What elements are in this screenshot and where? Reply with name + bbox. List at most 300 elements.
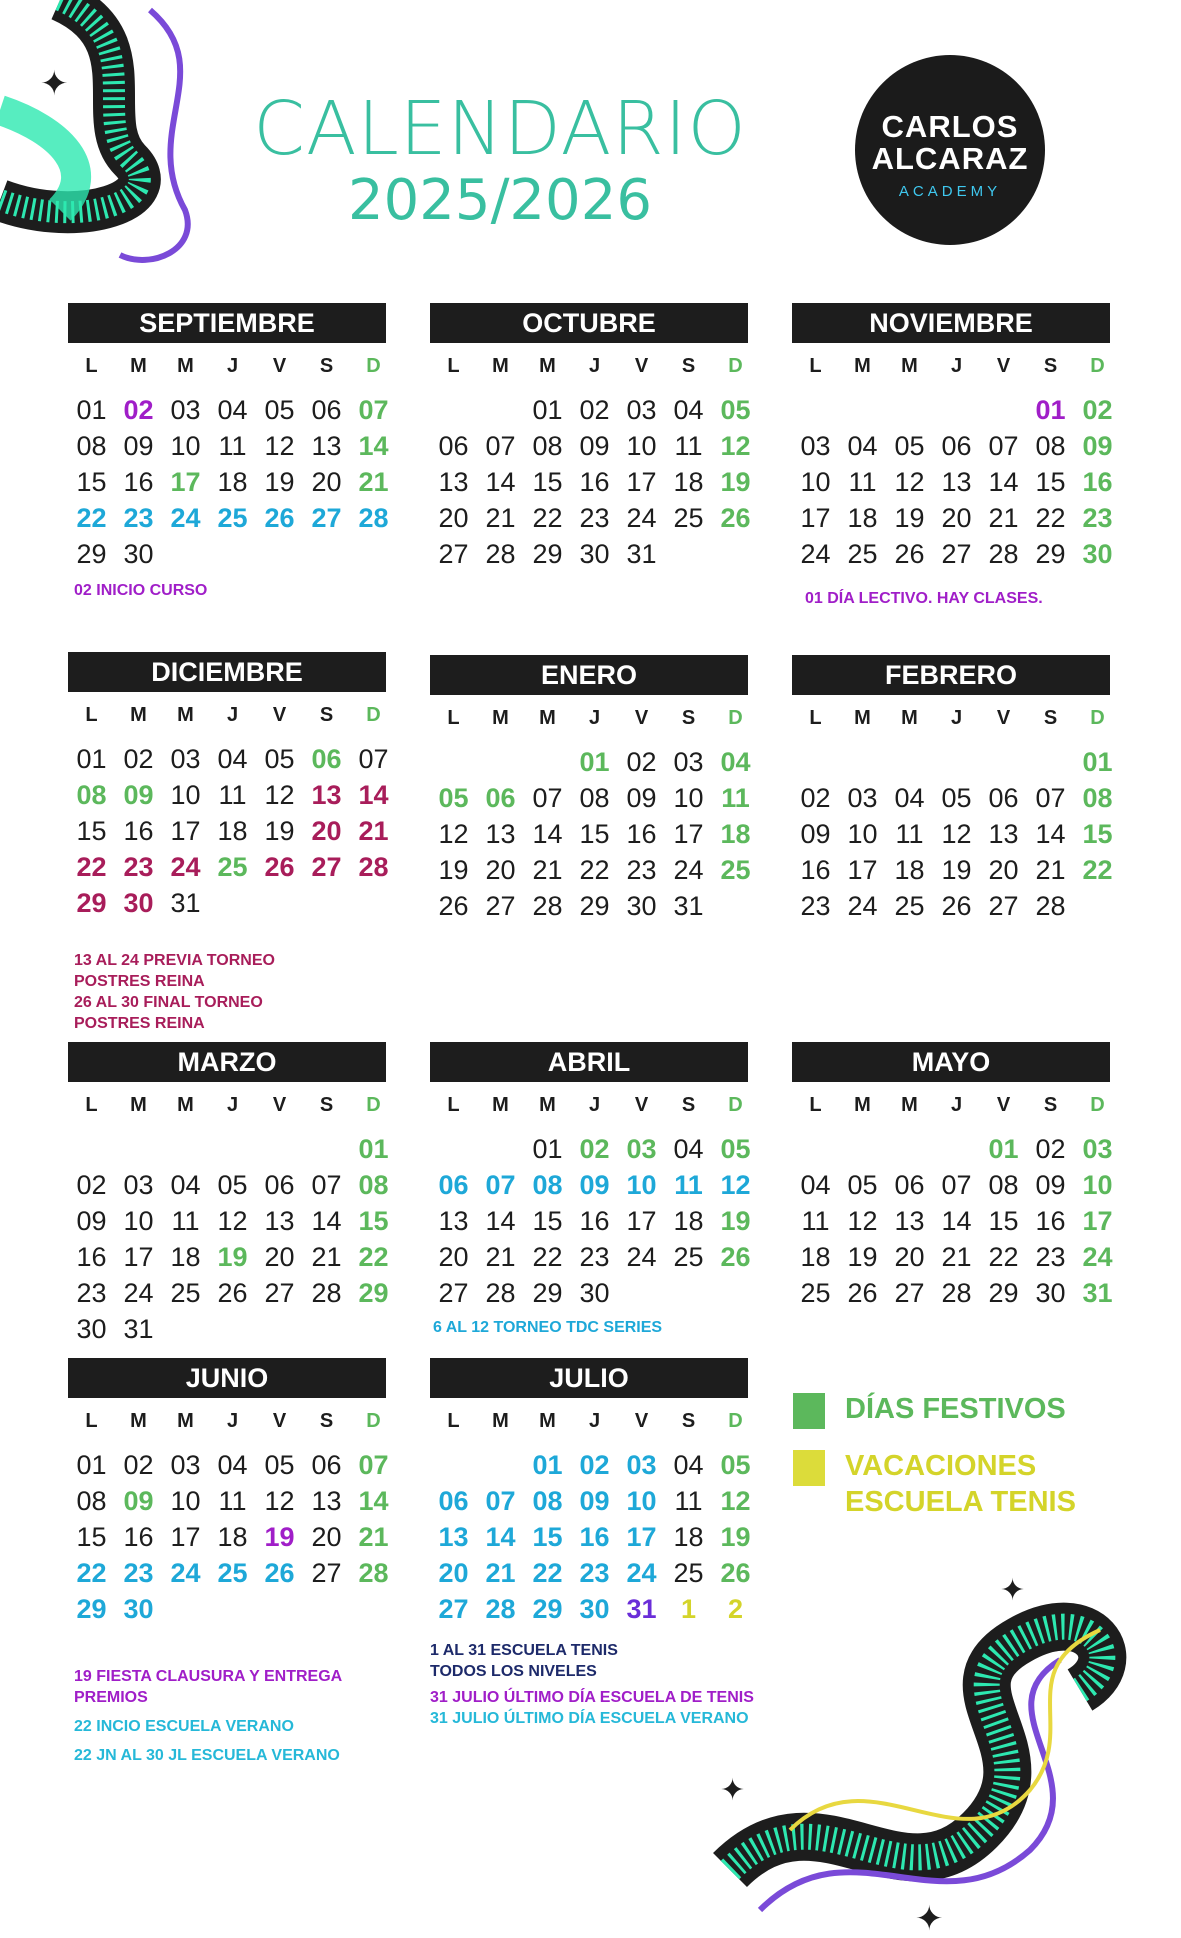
- day-cell: 02: [76, 1170, 107, 1200]
- weekday-row: [430, 707, 748, 730]
- day-cell: 05: [264, 395, 295, 425]
- weekday-label: D: [366, 704, 381, 726]
- day-cell: 29: [579, 891, 610, 921]
- day-cell: 15: [76, 816, 107, 846]
- day-grid: [68, 1447, 389, 1627]
- day-cell: 20: [941, 503, 972, 533]
- day-cell: 10: [626, 1170, 657, 1200]
- day-cell: 26: [264, 503, 295, 533]
- day-cell: 10: [170, 780, 201, 810]
- weekday-label: J: [588, 1094, 601, 1116]
- month-mayo: [792, 1042, 1113, 1311]
- day-cell: 05: [720, 1134, 751, 1164]
- day-cell: 23: [123, 503, 154, 533]
- day-cell: 20: [311, 467, 342, 497]
- day-cell: 16: [579, 1522, 610, 1552]
- day-cell: 28: [485, 539, 516, 569]
- weekday-label: M: [130, 1094, 147, 1116]
- day-cell: 04: [800, 1170, 831, 1200]
- day-cell: 25: [217, 852, 248, 882]
- day-cell: 03: [800, 431, 831, 461]
- weekday-label: V: [272, 1094, 287, 1116]
- day-cell: 01: [76, 1450, 107, 1480]
- day-grid: [792, 744, 1113, 924]
- day-cell: 05: [847, 1170, 878, 1200]
- day-cell: 09: [800, 819, 831, 849]
- day-cell: 16: [626, 819, 657, 849]
- day-cell: 07: [358, 395, 389, 425]
- day-cell: 13: [438, 1522, 469, 1552]
- day-cell: 17: [673, 819, 704, 849]
- day-cell: 09: [1082, 431, 1113, 461]
- day-grid: [430, 1131, 751, 1311]
- legend-festivos-swatch: [793, 1393, 825, 1429]
- empty-cell: [792, 392, 839, 428]
- day-cell: 26: [941, 891, 972, 921]
- day-cell: 04: [673, 1450, 704, 1480]
- day-cell: 17: [626, 1206, 657, 1236]
- day-cell: 24: [673, 855, 704, 885]
- month-header: DICIEMBRE: [68, 652, 386, 692]
- day-cell: 09: [1035, 1170, 1066, 1200]
- day-cell: 12: [217, 1206, 248, 1236]
- day-cell: 03: [170, 395, 201, 425]
- day-cell: 21: [485, 1558, 516, 1588]
- day-cell: 03: [170, 1450, 201, 1480]
- day-cell: 06: [894, 1170, 925, 1200]
- day-cell: 11: [218, 1486, 247, 1516]
- day-cell: 27: [894, 1278, 925, 1308]
- day-cell: 26: [438, 891, 469, 921]
- day-cell: 09: [579, 1486, 610, 1516]
- day-cell: 29: [532, 539, 563, 569]
- weekday-label: V: [272, 355, 287, 377]
- day-cell: 01: [1035, 395, 1066, 425]
- day-cell: 02: [626, 747, 657, 777]
- day-cell: 14: [988, 467, 1019, 497]
- weekday-label: M: [177, 1094, 194, 1116]
- day-cell: 25: [217, 503, 248, 533]
- day-cell: 11: [171, 1206, 200, 1236]
- day-cell: 29: [76, 539, 107, 569]
- day-cell: 31: [626, 539, 657, 569]
- day-cell: 10: [1082, 1170, 1113, 1200]
- day-cell: 28: [311, 1278, 342, 1308]
- weekday-label: D: [366, 1410, 381, 1432]
- weekday-label: M: [539, 707, 556, 729]
- empty-cell: [477, 392, 524, 428]
- day-cell: 20: [438, 503, 469, 533]
- note-julio: [430, 1640, 754, 1729]
- day-cell: 16: [123, 467, 154, 497]
- day-cell: 15: [988, 1206, 1019, 1236]
- day-cell: 30: [123, 1594, 154, 1624]
- day-cell: 22: [579, 855, 610, 885]
- day-cell: 09: [123, 431, 154, 461]
- weekday-label: S: [319, 1410, 334, 1432]
- weekday-label: M: [901, 1094, 918, 1116]
- day-cell: 15: [76, 467, 107, 497]
- day-cell: 16: [123, 1522, 154, 1552]
- day-cell: 09: [579, 431, 610, 461]
- empty-cell: [477, 744, 524, 780]
- day-cell: 12: [720, 1170, 751, 1200]
- day-cell: 07: [485, 1486, 516, 1516]
- month-febrero: [792, 655, 1113, 924]
- day-cell: 03: [170, 744, 201, 774]
- day-cell: 01: [532, 395, 563, 425]
- day-cell: 25: [170, 1278, 201, 1308]
- day-cell: 21: [485, 503, 516, 533]
- day-cell: 06: [438, 1170, 469, 1200]
- weekday-label: M: [130, 1410, 147, 1432]
- day-cell: 01: [76, 395, 107, 425]
- day-cell: 18: [673, 1206, 704, 1236]
- weekday-label: V: [634, 1410, 649, 1432]
- day-cell: 15: [532, 467, 563, 497]
- day-cell: 10: [800, 467, 831, 497]
- day-cell: 29: [532, 1278, 563, 1308]
- day-cell: 06: [311, 1450, 342, 1480]
- day-cell: 27: [311, 852, 342, 882]
- day-cell: 14: [485, 1522, 516, 1552]
- weekday-label: L: [447, 1094, 460, 1116]
- day-cell: 25: [673, 503, 704, 533]
- note-line: 13 AL 24 PREVIA TORNEO: [74, 952, 275, 969]
- weekday-label: D: [728, 355, 743, 377]
- weekday-label: M: [492, 707, 509, 729]
- day-cell: 17: [847, 855, 878, 885]
- empty-cell: [792, 744, 839, 780]
- empty-cell: [430, 1131, 477, 1167]
- weekday-label: J: [588, 1410, 601, 1432]
- empty-cell: [886, 744, 933, 780]
- day-cell: 15: [76, 1522, 107, 1552]
- weekday-label: S: [319, 355, 334, 377]
- day-cell: 26: [720, 1558, 751, 1588]
- day-cell: 18: [847, 503, 878, 533]
- day-cell: 18: [673, 467, 704, 497]
- day-cell: 19: [941, 855, 972, 885]
- empty-cell: [162, 1131, 209, 1167]
- day-cell: 24: [170, 503, 201, 533]
- day-cell: 21: [358, 467, 389, 497]
- legend-festivos-label: DÍAS FESTIVOS: [845, 1393, 1066, 1425]
- day-cell: 02: [1082, 395, 1113, 425]
- weekday-label: J: [588, 707, 601, 729]
- empty-cell: [933, 1131, 980, 1167]
- month-junio: [68, 1358, 389, 1627]
- day-cell: 08: [358, 1170, 389, 1200]
- day-cell: 17: [626, 1522, 657, 1552]
- day-cell: 06: [485, 783, 516, 813]
- day-cell: 23: [579, 503, 610, 533]
- day-cell: 23: [1082, 503, 1113, 533]
- day-cell: 28: [1035, 891, 1066, 921]
- empty-cell: [430, 392, 477, 428]
- day-cell: 12: [720, 1486, 751, 1516]
- month-julio: [430, 1358, 751, 1627]
- day-cell: 10: [673, 783, 704, 813]
- day-cell: 27: [941, 539, 972, 569]
- weekday-label: M: [492, 355, 509, 377]
- day-cell: 06: [311, 744, 342, 774]
- day-cell: 25: [894, 891, 925, 921]
- day-cell: 26: [264, 852, 295, 882]
- day-cell: 08: [532, 1486, 563, 1516]
- note-line: POSTRES REINA: [74, 973, 205, 990]
- weekday-label: J: [588, 355, 601, 377]
- day-grid: [68, 741, 389, 921]
- day-cell: 15: [358, 1206, 389, 1236]
- day-cell: 11: [218, 780, 247, 810]
- weekday-label: S: [319, 704, 334, 726]
- day-cell: 28: [358, 1558, 389, 1588]
- day-cell: 19: [264, 816, 295, 846]
- day-cell: 27: [438, 1278, 469, 1308]
- day-cell: 22: [532, 1558, 563, 1588]
- day-cell: 10: [626, 1486, 657, 1516]
- empty-cell: [430, 744, 477, 780]
- weekday-label: L: [85, 704, 98, 726]
- weekday-label: V: [996, 355, 1011, 377]
- title-years: 2025/2026: [348, 168, 652, 233]
- weekday-label: M: [901, 707, 918, 729]
- day-cell: 23: [123, 1558, 154, 1588]
- day-cell: 10: [170, 1486, 201, 1516]
- day-cell: 04: [673, 395, 704, 425]
- legend-vacaciones-swatch: [793, 1450, 825, 1486]
- day-cell: 19: [217, 1242, 248, 1272]
- day-cell: 25: [800, 1278, 831, 1308]
- day-cell: 24: [847, 891, 878, 921]
- day-cell: 15: [1082, 819, 1113, 849]
- day-cell: 1: [680, 1594, 697, 1624]
- weekday-label: L: [447, 355, 460, 377]
- day-grid: [792, 1131, 1113, 1311]
- day-cell: 13: [311, 431, 342, 461]
- weekday-label: V: [634, 1094, 649, 1116]
- month-marzo: [68, 1042, 389, 1347]
- day-cell: 11: [895, 819, 924, 849]
- day-cell: 19: [438, 855, 469, 885]
- day-cell: 16: [1082, 467, 1113, 497]
- day-cell: 15: [1035, 467, 1066, 497]
- day-cell: 28: [358, 503, 389, 533]
- weekday-label: S: [1043, 707, 1058, 729]
- month-header: SEPTIEMBRE: [68, 303, 386, 343]
- note-line: 31 JULIO ÚLTIMO DÍA ESCUELA DE TENIS: [430, 1689, 754, 1706]
- weekday-label: L: [85, 1410, 98, 1432]
- weekday-row: [792, 707, 1110, 730]
- day-cell: 04: [217, 395, 248, 425]
- empty-cell: [886, 392, 933, 428]
- day-cell: 26: [720, 1242, 751, 1272]
- day-cell: 07: [532, 783, 563, 813]
- month-header: NOVIEMBRE: [792, 303, 1110, 343]
- day-cell: 06: [264, 1170, 295, 1200]
- day-cell: 23: [579, 1558, 610, 1588]
- day-cell: 24: [800, 539, 831, 569]
- month-header: OCTUBRE: [430, 303, 748, 343]
- month-header: FEBRERO: [792, 655, 1110, 695]
- weekday-label: M: [539, 1094, 556, 1116]
- empty-cell: [1027, 744, 1074, 780]
- day-cell: 21: [941, 1242, 972, 1272]
- day-cell: 20: [311, 1522, 342, 1552]
- weekday-row: [68, 1410, 386, 1433]
- day-cell: 20: [438, 1242, 469, 1272]
- day-cell: 27: [311, 503, 342, 533]
- day-cell: 26: [847, 1278, 878, 1308]
- day-cell: 04: [673, 1134, 704, 1164]
- day-cell: 24: [626, 503, 657, 533]
- day-cell: 10: [847, 819, 878, 849]
- day-cell: 07: [988, 431, 1019, 461]
- day-cell: 08: [579, 783, 610, 813]
- day-cell: 16: [1035, 1206, 1066, 1236]
- weekday-row: [430, 355, 748, 378]
- day-cell: 08: [76, 780, 107, 810]
- empty-cell: [839, 744, 886, 780]
- weekday-label: S: [1043, 1094, 1058, 1116]
- day-cell: 18: [217, 1522, 248, 1552]
- note-line: 19 FIESTA CLAUSURA Y ENTREGA: [74, 1668, 343, 1685]
- month-header: ABRIL: [430, 1042, 748, 1082]
- day-cell: 21: [485, 1242, 516, 1272]
- day-cell: 04: [170, 1170, 201, 1200]
- day-cell: 26: [894, 539, 925, 569]
- day-cell: 2: [727, 1594, 744, 1624]
- empty-cell: [792, 1131, 839, 1167]
- month-septiembre: [68, 303, 389, 572]
- weekday-label: S: [1043, 355, 1058, 377]
- weekday-label: D: [728, 707, 743, 729]
- logo-line-3: ACADEMY: [898, 183, 1002, 200]
- weekday-label: D: [1090, 707, 1105, 729]
- weekday-label: M: [177, 1410, 194, 1432]
- weekday-label: J: [226, 704, 239, 726]
- day-cell: 09: [123, 780, 154, 810]
- day-cell: 08: [532, 1170, 563, 1200]
- weekday-label: V: [634, 355, 649, 377]
- logo-line-1: CARLOS: [881, 109, 1019, 144]
- day-cell: 14: [485, 1206, 516, 1236]
- day-cell: 22: [1082, 855, 1113, 885]
- day-cell: 30: [579, 1594, 610, 1624]
- day-cell: 29: [532, 1594, 563, 1624]
- note-septiembre: 02 INICIO CURSO: [74, 582, 208, 599]
- note-line: 22 INCIO ESCUELA VERANO: [74, 1718, 294, 1735]
- day-cell: 27: [438, 1594, 469, 1624]
- weekday-label: M: [854, 707, 871, 729]
- legend-line: VACACIONES: [845, 1450, 1037, 1482]
- day-cell: 27: [264, 1278, 295, 1308]
- day-cell: 02: [123, 744, 154, 774]
- weekday-label: M: [177, 355, 194, 377]
- weekday-label: V: [272, 704, 287, 726]
- day-cell: 24: [626, 1242, 657, 1272]
- day-cell: 19: [720, 1206, 751, 1236]
- day-cell: 21: [311, 1242, 342, 1272]
- weekday-label: L: [809, 355, 822, 377]
- day-cell: 11: [218, 431, 247, 461]
- day-cell: 23: [76, 1278, 107, 1308]
- day-cell: 02: [579, 1134, 610, 1164]
- day-cell: 12: [847, 1206, 878, 1236]
- day-cell: 07: [485, 1170, 516, 1200]
- day-cell: 30: [1082, 539, 1113, 569]
- note-line: 22 JN AL 30 JL ESCUELA VERANO: [74, 1747, 340, 1764]
- day-cell: 05: [894, 431, 925, 461]
- day-cell: 11: [674, 1170, 703, 1200]
- day-cell: 01: [76, 744, 107, 774]
- empty-cell: [303, 1131, 350, 1167]
- day-cell: 17: [170, 816, 201, 846]
- day-cell: 14: [485, 467, 516, 497]
- day-cell: 15: [532, 1206, 563, 1236]
- month-header: ENERO: [430, 655, 748, 695]
- day-cell: 18: [217, 816, 248, 846]
- month-header: JUNIO: [68, 1358, 386, 1398]
- weekday-label: M: [492, 1410, 509, 1432]
- day-cell: 11: [848, 467, 877, 497]
- empty-cell: [980, 392, 1027, 428]
- day-cell: 28: [941, 1278, 972, 1308]
- day-cell: 22: [76, 1558, 107, 1588]
- day-cell: 20: [438, 1558, 469, 1588]
- day-cell: 07: [358, 1450, 389, 1480]
- day-cell: 25: [720, 855, 751, 885]
- day-cell: 19: [264, 1522, 295, 1552]
- day-grid: [792, 392, 1113, 572]
- day-cell: 23: [579, 1242, 610, 1272]
- day-cell: 16: [579, 467, 610, 497]
- day-cell: 21: [1035, 855, 1066, 885]
- weekday-label: J: [950, 355, 963, 377]
- svg-text:✦: ✦: [1000, 1573, 1026, 1608]
- note-junio: [74, 1666, 342, 1766]
- day-cell: 23: [626, 855, 657, 885]
- empty-cell: [115, 1131, 162, 1167]
- day-cell: 11: [801, 1206, 830, 1236]
- weekday-label: M: [130, 355, 147, 377]
- decorative-swirl-bottom-right: [700, 1530, 1181, 1938]
- day-cell: 20: [894, 1242, 925, 1272]
- day-cell: 13: [438, 1206, 469, 1236]
- day-cell: 18: [800, 1242, 831, 1272]
- weekday-label: J: [950, 707, 963, 729]
- day-cell: 19: [847, 1242, 878, 1272]
- day-cell: 17: [626, 467, 657, 497]
- day-cell: 23: [1035, 1242, 1066, 1272]
- day-cell: 13: [311, 780, 342, 810]
- empty-cell: [256, 1131, 303, 1167]
- day-cell: 01: [532, 1450, 563, 1480]
- day-cell: 23: [800, 891, 831, 921]
- day-cell: 31: [123, 1314, 154, 1344]
- day-cell: 24: [123, 1278, 154, 1308]
- weekday-label: M: [901, 355, 918, 377]
- day-cell: 08: [76, 431, 107, 461]
- day-cell: 07: [485, 431, 516, 461]
- day-cell: 20: [988, 855, 1019, 885]
- day-cell: 13: [311, 1486, 342, 1516]
- weekday-label: S: [681, 355, 696, 377]
- day-cell: 18: [894, 855, 925, 885]
- empty-cell: [933, 744, 980, 780]
- day-cell: 18: [170, 1242, 201, 1272]
